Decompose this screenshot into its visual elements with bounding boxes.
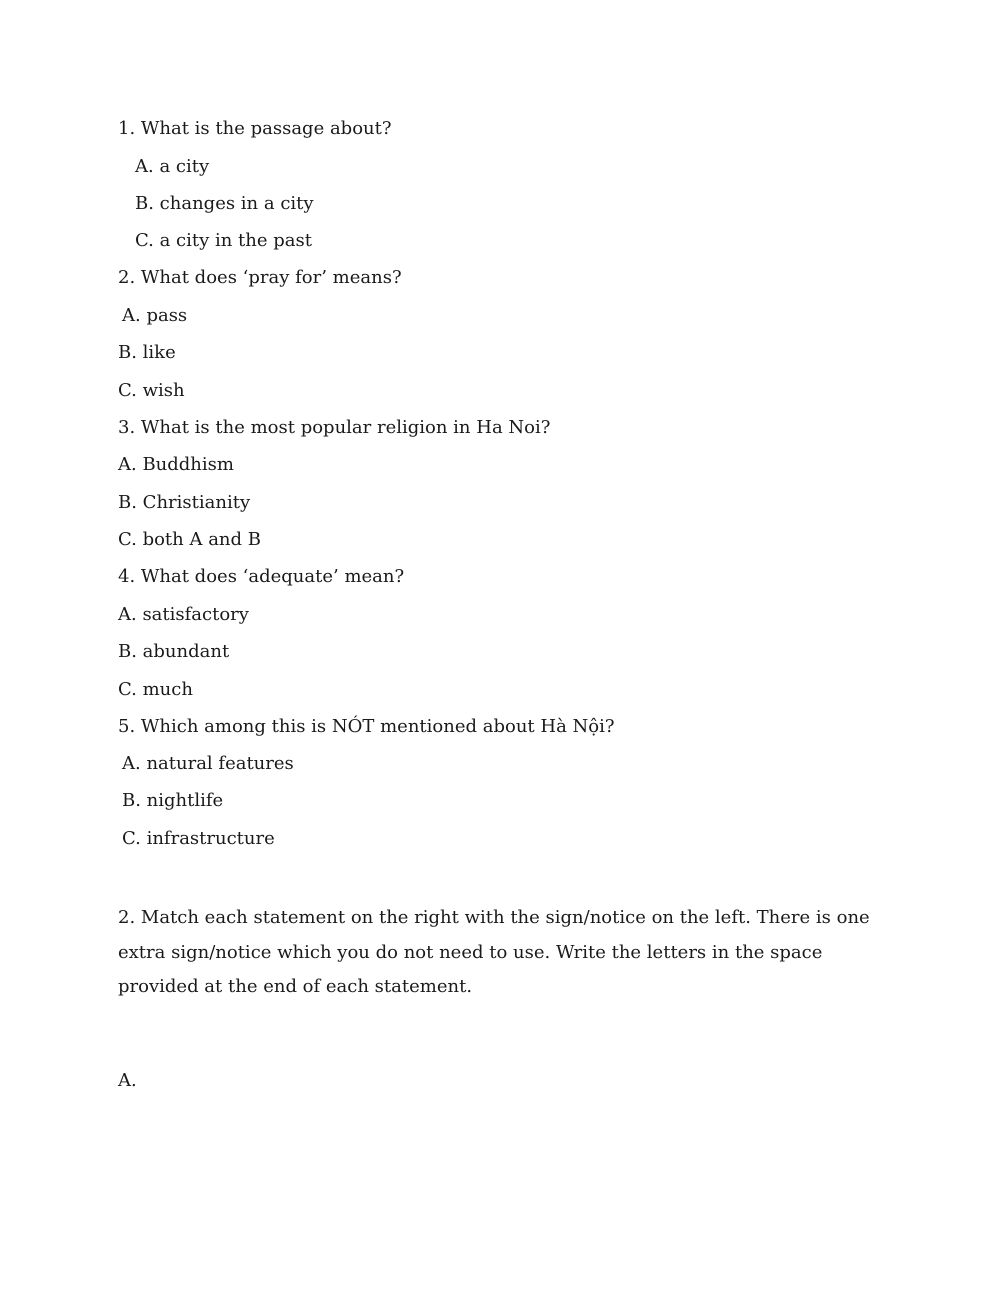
question-4-option-c[interactable]: C. much [118,679,193,700]
question-4-option-a[interactable]: A. satisfactory [118,604,249,625]
question-1-option-c[interactable]: C. a city in the past [135,230,312,251]
question-2-prompt: 2. What does ‘pray for’ means? [118,267,402,288]
question-3-option-b[interactable]: B. Christianity [118,492,251,513]
question-3-prompt: 3. What is the most popular religion in Ha Noi? [118,417,551,438]
question-2-option-c[interactable]: C. wish [118,380,185,401]
question-5-option-b[interactable]: B. nightlife [122,790,224,811]
question-3-option-c[interactable]: C. both A and B [118,529,261,550]
question-4-option-b[interactable]: B. abundant [118,641,230,662]
question-5-option-a[interactable]: A. natural features [122,753,294,774]
question-5-option-c[interactable]: C. infrastructure [122,828,275,849]
question-1-option-a[interactable]: A. a city [135,156,210,177]
question-1-prompt: 1. What is the passage about? [118,118,392,139]
question-3-option-a[interactable]: A. Buddhism [118,454,234,475]
question-5-prompt: 5. Which among this is NÓT mentioned about Hà Nội? [118,716,615,737]
question-4-prompt: 4. What does ‘adequate’ mean? [118,566,405,587]
sign-label-a: A. [118,1070,137,1091]
question-2-option-a[interactable]: A. pass [122,305,188,326]
section-2-instruction: 2. Match each statement on the right with the sign/notice on the left. There is one extra sign/notice which you do not need to use. Write the letters in the space provided at the end of each statement. [118,907,870,997]
question-1-option-b[interactable]: B. changes in a city [135,193,314,214]
question-2-option-b[interactable]: B. like [118,342,176,363]
